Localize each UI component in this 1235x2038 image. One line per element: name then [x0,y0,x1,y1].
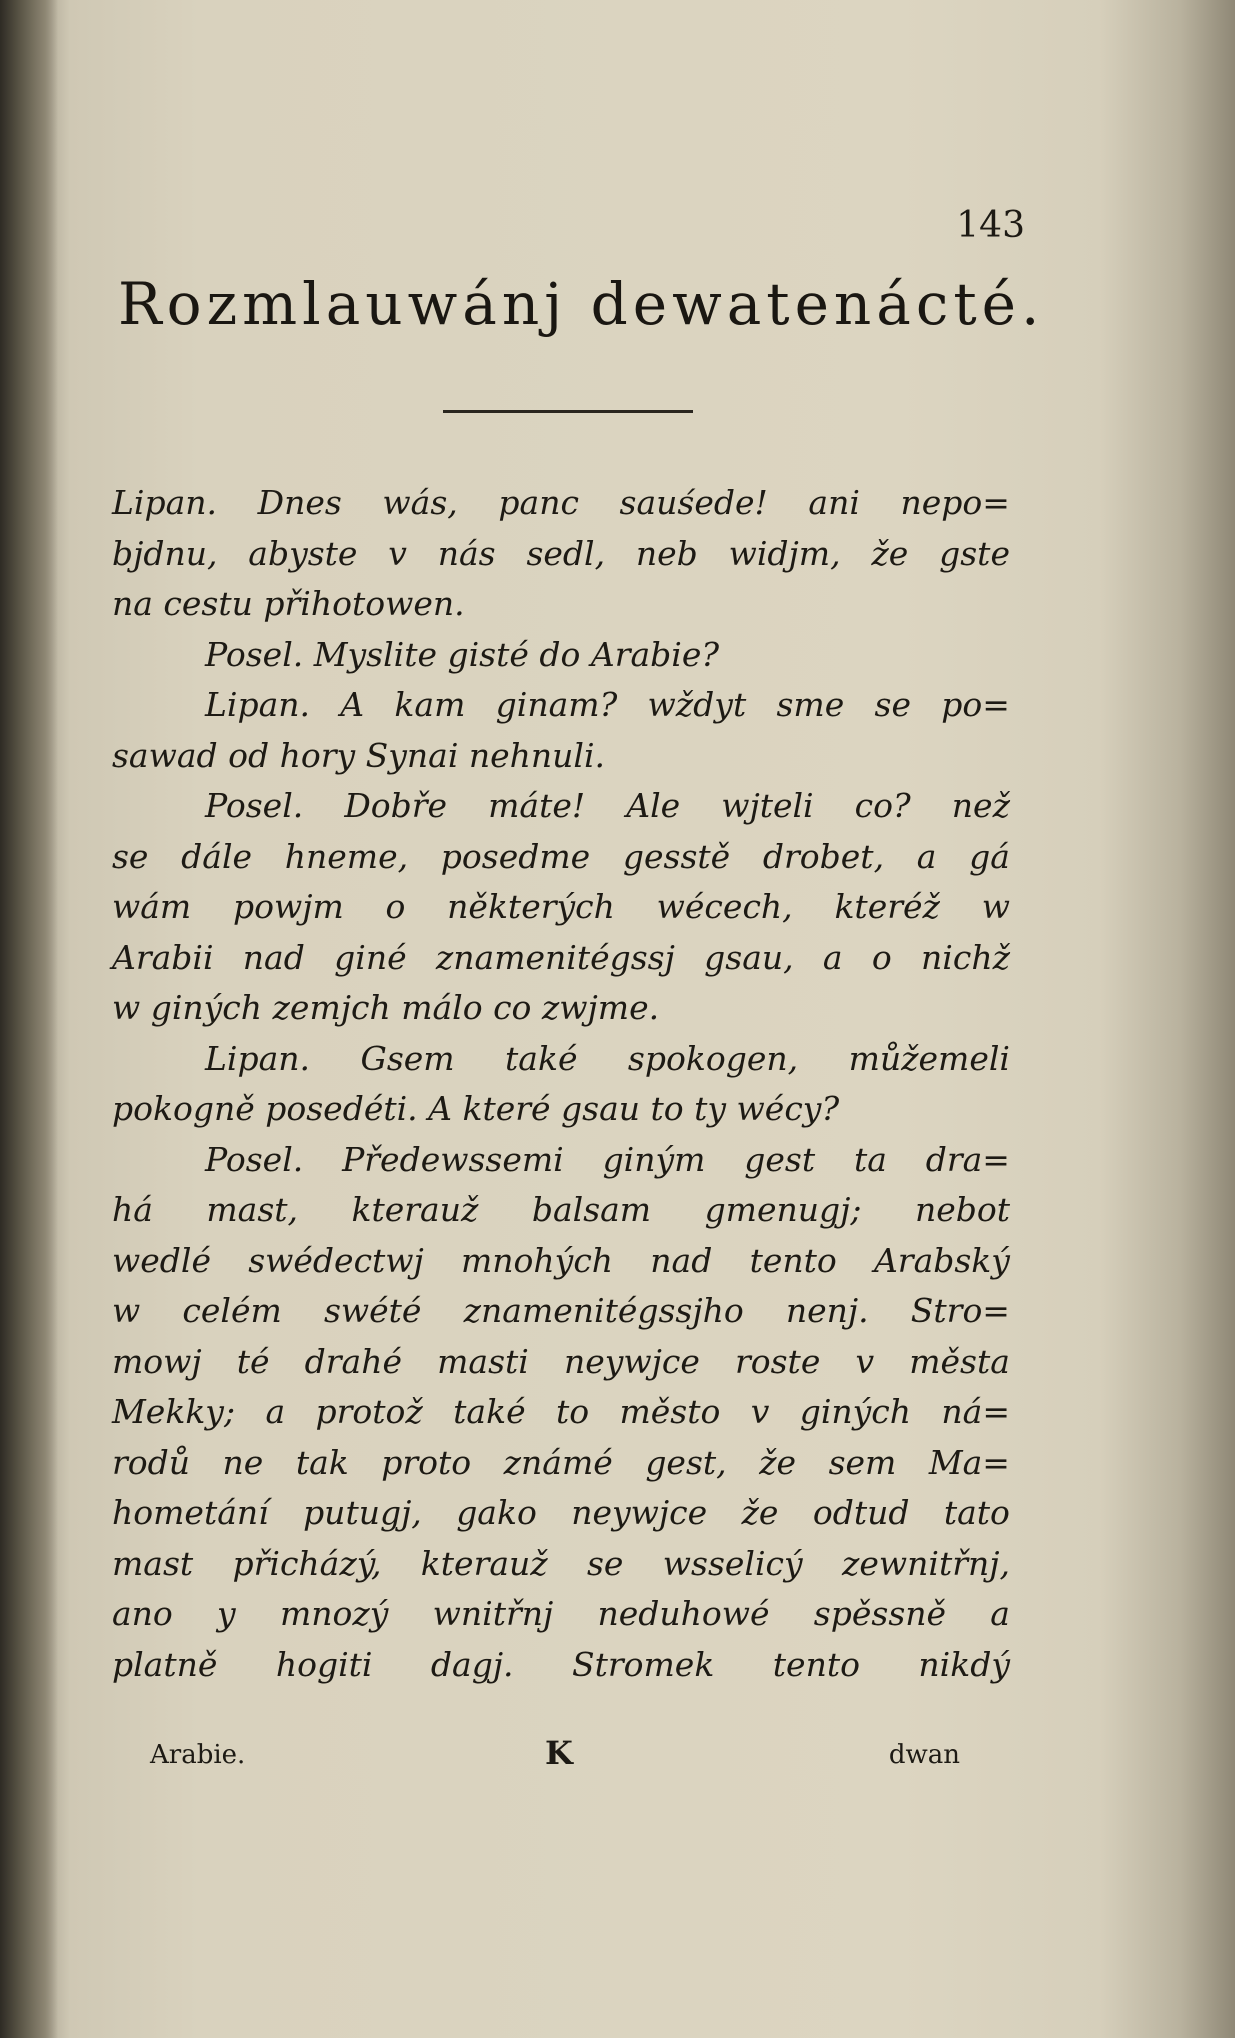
signature-mark: K [545,1734,573,1772]
text-line: w giných zemjch málo co zwjme. [112,988,660,1027]
chapter-heading: Rozmlauwánj dewatenácté. [118,270,1045,338]
text-line: há mast, kterauž balsam gmenugj; nebot [112,1190,1010,1229]
text-line: wám powjm o některých wécech, kteréž w [112,887,1010,926]
text-line: platně hogiti dagj. Stromek tento nikdý [112,1644,1010,1684]
text-line: na cestu přihotowen. [112,584,465,623]
text-line: pokogně posedéti. A které gsau to ty wécy? [112,1089,840,1128]
text-line: Lipan. A kam ginam? wždyt sme se po= [205,685,1010,724]
book-gutter-shadow [0,0,58,2038]
page-number: 143 [956,205,1025,246]
text-line: Mekky; a protož také to město v giných ná= [112,1392,1010,1431]
text-line: w celém swété znamenitégssjho nenj. Stro= [112,1291,1010,1330]
text-line: se dále hneme, posedme gesstě drobet, a gá [112,836,1010,876]
text-line: Arabii nad giné znamenitégssj gsau, a o nichž [112,937,1010,977]
text-line: Posel. Dobře máte! Ale wjteli co? než [205,786,1010,825]
text-line: sawad od hory Synai nehnuli. [112,735,606,775]
signature-label: Arabie. [150,1740,246,1770]
text-line: Posel. Předewssemi giným gest ta dra= [205,1139,1010,1179]
heading-rule [443,410,693,413]
text-line: wedlé swédectwj mnohých nad tento Arabský [112,1240,1010,1280]
text-line: ano y mnozý wnitřnj neduhowé spěssně a [112,1594,1010,1633]
text-line: hometání putugj, gako neywjce že odtud tato [112,1493,1010,1532]
catchword: dwan [888,1740,960,1770]
text-line: bjdnu, abyste v nás sedl, neb widjm, že gste [112,533,1010,573]
text-line: Lipan. Gsem také spokogen, můžemeli [205,1038,1010,1078]
text-line: Posel. Myslite gisté do Arabie? [205,634,720,674]
text-line: mowj té drahé masti neywjce roste v města [112,1341,1010,1381]
text-line: rodů ne tak proto známé gest, že sem Ma= [112,1442,1010,1482]
text-line: Lipan. Dnes wás, panc sauśede! ani nepo= [112,483,1010,522]
text-line: mast přicházý, kterauž se wsselicý zewnitřnj, [112,1543,1010,1583]
